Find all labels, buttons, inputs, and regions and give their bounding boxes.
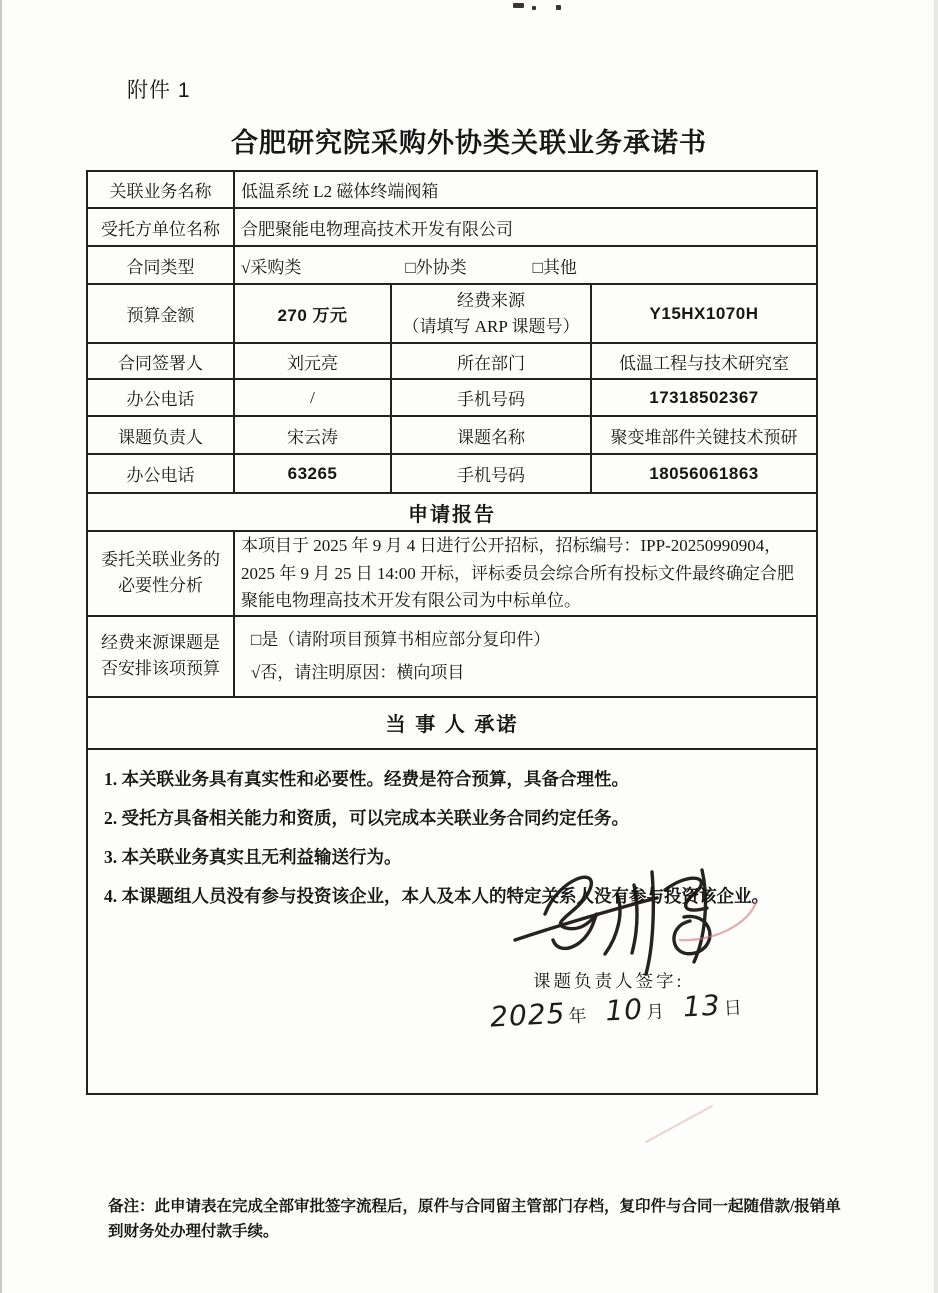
field-label: 合同类型 <box>87 246 234 284</box>
necessity-label: 委托关联业务的必要性分析 <box>87 531 234 616</box>
field-label: 课题负责人 <box>87 416 234 454</box>
row-budget <box>87 284 817 343</box>
office-phone-value: 63265 <box>234 454 391 493</box>
field-value: 低温系统 L2 磁体终端阀箱 <box>234 171 817 208</box>
date-day: 13 <box>682 988 722 1024</box>
checkbox-outsource: □外协类 <box>405 257 467 277</box>
row-section-commitment <box>87 697 817 749</box>
field-label: 办公电话 <box>87 379 234 416</box>
mobile-value: 17318502367 <box>591 379 817 416</box>
dept-label: 所在部门 <box>391 343 591 379</box>
mobile-label: 手机号码 <box>391 379 591 416</box>
row-trustee <box>87 208 817 246</box>
necessity-content: 本项目于 2025 年 9 月 4 日进行公开招标，招标编号：IPP-20250990904，2025 年 9 月 25 日 14:00 开标，评标委员会综合所有投标文件最终确定合肥聚能电物理高技术开发有限公司为中标单位。 <box>234 531 817 616</box>
row-necessity-analysis <box>87 531 817 616</box>
commitment-item-3: 3. 本关联业务真实且无利益输送行为。 <box>104 846 402 867</box>
row-budget-arranged <box>87 616 817 697</box>
row-office-phone-1 <box>87 379 817 416</box>
pi-name: 宋云涛 <box>234 416 391 454</box>
checkbox-yes-option: □是（请附项目预算书相应部分复印件） <box>251 630 551 649</box>
commitment-item-2: 2. 受托方具备相关能力和资质，可以完成本关联业务合同约定任务。 <box>104 807 629 828</box>
funding-source-label-line2: （请填写 ARP 课题号） <box>402 316 580 336</box>
row-business-name <box>87 171 817 208</box>
scan-speck <box>532 6 536 10</box>
scan-edge-artifact <box>934 0 938 1293</box>
row-pi <box>87 416 817 454</box>
document-title: 合肥研究院采购外协类关联业务承诺书 <box>231 128 707 158</box>
field-label: 合同签署人 <box>87 343 234 379</box>
date-day-suffix: 日 <box>723 997 743 1020</box>
office-phone-value: / <box>234 379 391 416</box>
mobile-label: 手机号码 <box>391 454 591 493</box>
row-signer <box>87 343 817 379</box>
faint-pen-scratch <box>638 1098 722 1150</box>
row-contract-type <box>87 246 817 284</box>
scan-speck <box>513 3 524 8</box>
commitment-item-4: 4. 本课题组人员没有参与投资该企业，本人及本人的特定关系人没有参与投资该企业。 <box>104 885 769 906</box>
application-report-section-title: 申请报告 <box>87 493 817 531</box>
field-value: 合肥聚能电物理高技术开发有限公司 <box>234 208 817 246</box>
funding-source-label-line1: 经费来源 <box>457 290 525 310</box>
red-pen-mark <box>672 896 764 954</box>
field-label: 预算金额 <box>87 284 234 343</box>
mobile-value: 18056061863 <box>591 454 817 493</box>
field-label: 受托方单位名称 <box>87 208 234 246</box>
checkbox-no-option-checked: √否，请注明原因：横向项目 <box>251 663 465 682</box>
checkbox-other: □其他 <box>532 257 577 277</box>
commitment-section-title: 当 事 人 承诺 <box>87 697 817 749</box>
checkbox-purchase-checked: √采购类 <box>241 257 302 277</box>
scan-speck <box>556 5 561 10</box>
budget-amount: 270 万元 <box>234 284 391 343</box>
signer-name: 刘元亮 <box>234 343 391 379</box>
arp-project-number: Y15HX1070H <box>591 284 817 343</box>
project-name-label: 课题名称 <box>391 416 591 454</box>
footer-note: 备注：此申请表在完成全部审批签字流程后，原件与合同留主管部门存档，复印件与合同一起随借款/报销单到财务处办理付款手续。 <box>108 1198 841 1240</box>
date-year-suffix: 年 <box>567 1005 588 1028</box>
dept-value: 低温工程与技术研究室 <box>591 343 817 379</box>
budget-arranged-label: 经费来源课题是否安排该项预算 <box>87 616 234 697</box>
attachment-label: 附件 1 <box>127 79 191 102</box>
row-office-phone-2 <box>87 454 817 493</box>
scan-edge-artifact <box>0 0 2 1293</box>
date-month-suffix: 月 <box>645 1001 665 1024</box>
field-label: 办公电话 <box>87 454 234 493</box>
date-month: 10 <box>604 992 644 1028</box>
commitment-item-1: 1. 本关联业务具有真实性和必要性。经费是符合预算，具备合理性。 <box>104 768 629 789</box>
signature-caption: 课题负责人签字: <box>533 971 685 991</box>
funding-source-label <box>391 284 591 343</box>
field-label: 关联业务名称 <box>87 171 234 208</box>
row-section-application-report <box>87 493 817 531</box>
date-year: 2025 <box>489 996 567 1034</box>
project-name-value: 聚变堆部件关键技术预研 <box>591 416 817 454</box>
